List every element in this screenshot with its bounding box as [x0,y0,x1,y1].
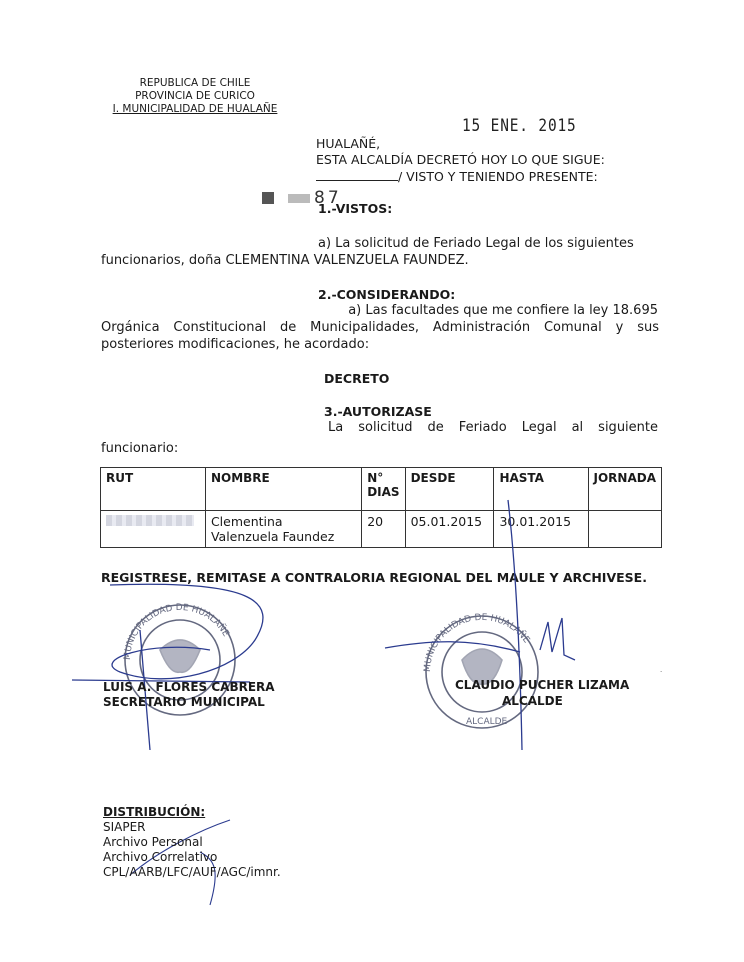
left-signatory-title: SECRETARIO MUNICIPAL [103,695,265,709]
left-signatory-name: LUIS A. FLORES CABRERA [103,680,275,694]
right-signature-sweep [385,642,520,652]
col-rut: RUT [101,468,206,511]
section3-title: 3.-AUTORIZASE [324,404,432,419]
right-seal-bottom: ALCALDE [466,717,508,727]
distribution-item: SIAPER [103,820,146,834]
col-dias-line1: N° [367,471,384,485]
cell-desde: 05.01.2015 [405,511,494,548]
closing-line: REGISTRESE, REMITASE A CONTRALORIA REGIONAL DEL MAULE Y ARCHIVESE. [101,570,647,585]
section1-title: 1.-VISTOS: [318,201,393,216]
nombre-line2: Valenzuela Faundez [210,529,335,544]
nombre-line1: Clementina [210,514,283,529]
right-signatory-title: ALCALDE [502,694,563,708]
section2-text-b: Orgánica Constitucional de Municipalidades, Administración Comunal y sus [101,320,659,335]
col-jornada: JORNADA [588,468,661,511]
date-stamp: 15 ENE. 2015 [462,116,577,136]
decree-number: 87 [314,188,342,208]
left-seal-emblem [160,640,200,672]
cell-dias: 20 [362,511,405,548]
section3-text-b: funcionario: [101,441,179,456]
distribution-title: DISTRIBUCIÓN: [103,805,206,819]
visto-text: / VISTO Y TENIENDO PRESENTE: [398,169,598,184]
left-seal-text: MUNICIPALIDAD DE HUALAÑE [122,602,231,661]
col-nombre: NOMBRE [205,468,361,511]
header-province: PROVINCIA DE CURICO [135,90,255,102]
right-signature-ul [540,618,575,660]
header-municipality: I. MUNICIPALIDAD DE HUALAÑE [112,103,278,115]
distribution-item: Archivo Personal [103,835,203,849]
right-seal-text: MUNICIPALIDAD DE HUALAÑE [422,612,532,673]
section3-text-a: La solicitud de Feriado Legal al siguiente [328,420,658,435]
col-hasta: HASTA [494,468,588,511]
col-dias-line2: DIAS [367,485,400,499]
distribution-block [103,805,281,880]
header-republic: REPUBLICA DE CHILE [139,77,251,89]
stray-mark: . [660,666,663,674]
place-label: HUALAÑÉ, [316,136,381,151]
cell-hasta: 30.01.2015 [494,511,588,548]
section2-title: 2.-CONSIDERANDO: [318,287,456,302]
decreto-title: DECRETO [324,371,390,386]
section1-text-b: funcionarios, doña CLEMENTINA VALENZUELA FAUNDEZ. [101,253,469,268]
right-signatory-name: CLAUDIO PUCHER LIZAMA [455,678,630,692]
col-desde: DESDE [405,468,494,511]
section2-text-c: posteriores modificaciones, he acordado: [101,337,370,352]
intro-line: ESTA ALCALDÍA DECRETÓ HOY LO QUE SIGUE: [316,152,605,167]
distribution-item: Archivo Correlativo [103,850,218,864]
section1-text-a: a) La solicitud de Feriado Legal de los siguientes [318,236,634,251]
distribution-item: CPL/AARB/LFC/AUF/AGC/imnr. [103,865,281,879]
section2-text-a: a) Las facultades que me confiere la ley 18.695 [348,303,658,318]
